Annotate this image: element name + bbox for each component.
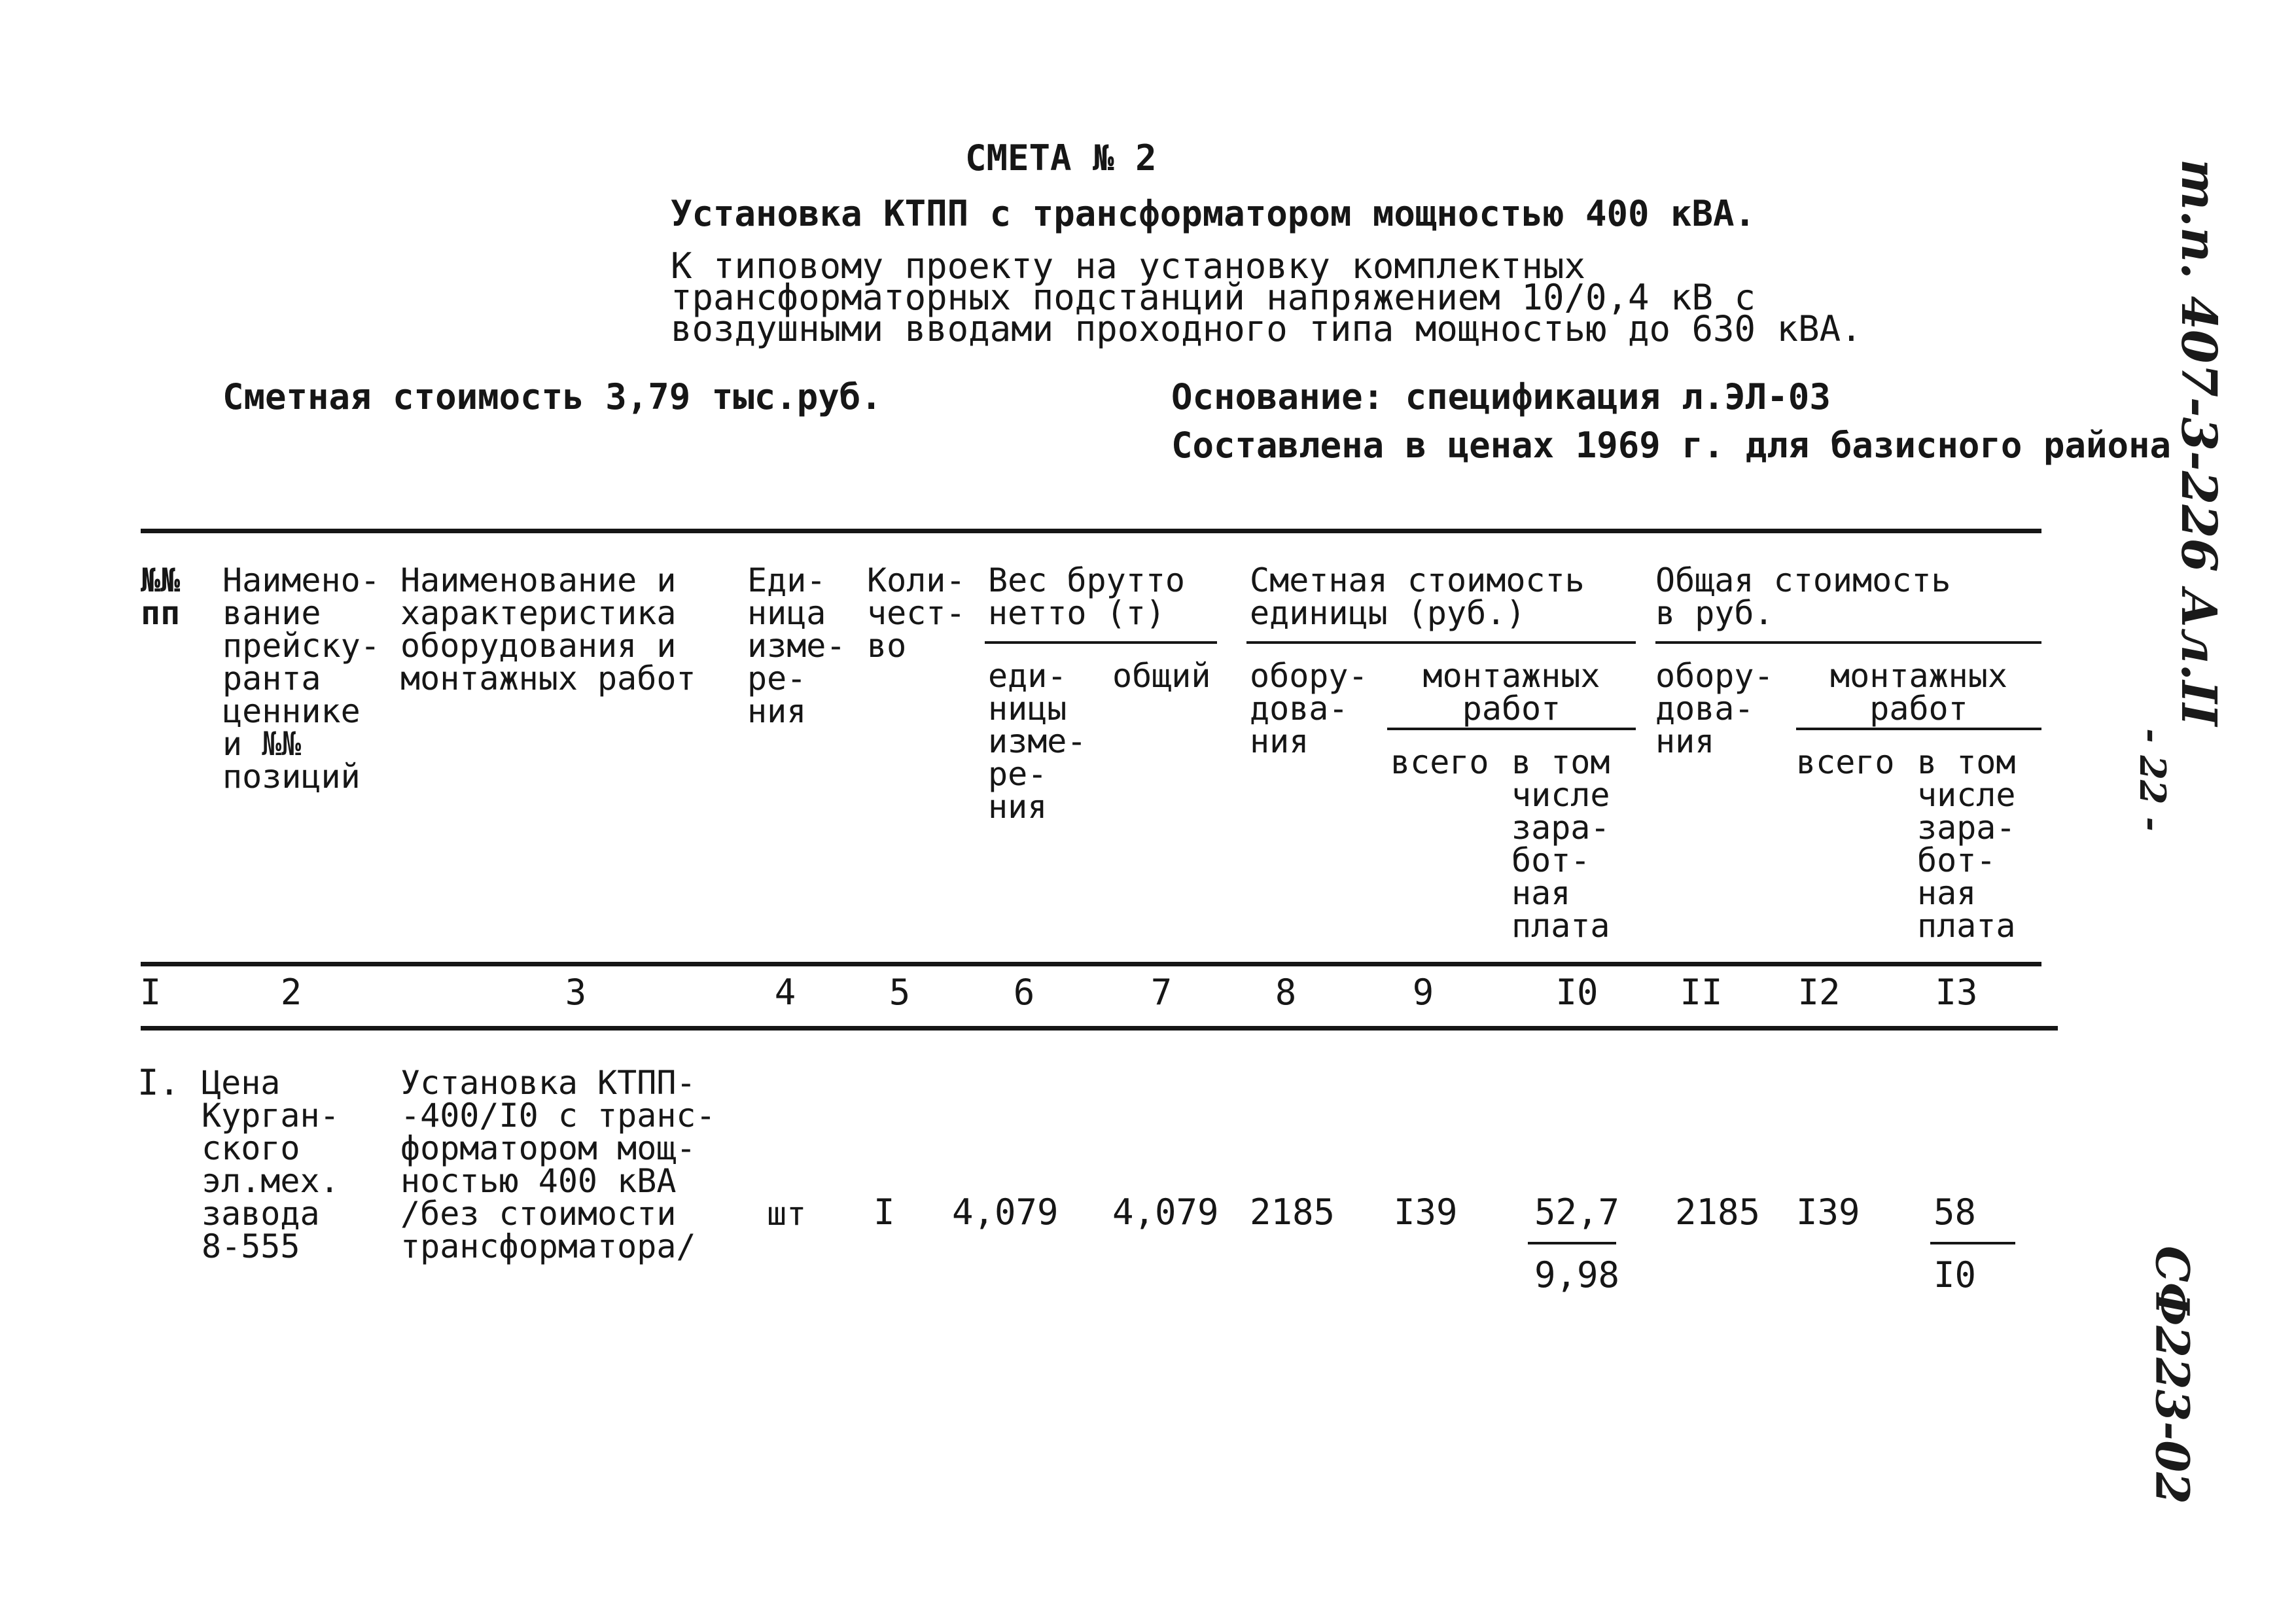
column-number-4: 4 xyxy=(774,972,796,1013)
unit-cost-group-rule xyxy=(1246,641,1636,644)
weight-group-rule xyxy=(985,641,1217,644)
total-cost-group-rule xyxy=(1655,641,2041,644)
project-reference-line-3: воздушными вводами проходного типа мощностью до 630 кВА. xyxy=(671,308,1862,349)
header-col-unit-mount-wage: в том числе зара- бот- ная плата xyxy=(1511,743,1610,945)
row-quantity: I xyxy=(874,1191,895,1233)
header-col-weight-unit: еди- ницы изме- ре- ния xyxy=(988,657,1087,826)
document-subtitle: Установка КТПП с трансформатором мощностью 400 кВА. xyxy=(671,193,1756,234)
page-number-annotation: - 22 - xyxy=(2132,728,2174,832)
header-unit-mount: монтажных работ xyxy=(1422,657,1600,728)
column-number-10: I0 xyxy=(1555,972,1598,1013)
header-weight-group: Вес брутто нетто (т) xyxy=(988,561,1186,632)
row-weight-total: 4,079 xyxy=(1112,1191,1219,1233)
row-unit: шт xyxy=(767,1195,807,1233)
header-col-weight-total: общий xyxy=(1112,657,1211,695)
project-reference-line-2: трансформаторных подстанций напряжением 10/0,4 кВ с xyxy=(671,277,1756,318)
header-col-description: Наименование и характеристика оборудования и монтажных работ xyxy=(400,561,696,697)
column-number-6: 6 xyxy=(1013,972,1035,1013)
header-col-pricelist: Наимено- вание прейску- ранта ценнике и №№ позиций xyxy=(222,561,380,796)
header-col-total-equipment: обору- дова- ния xyxy=(1655,657,1774,760)
column-number-5: 5 xyxy=(889,972,911,1013)
unit-wage-fraction-line xyxy=(1528,1242,1616,1244)
header-col-total-mount-wage: в том числе зара- бот- ная плата xyxy=(1917,743,2016,945)
column-number-12: I2 xyxy=(1797,972,1841,1013)
header-unit-cost-group: Сметная стоимость единицы (руб.) xyxy=(1250,561,1585,632)
column-number-11: II xyxy=(1680,972,1723,1013)
bottom-code-annotation: СФ223-02 xyxy=(2145,1246,2200,1504)
column-number-8: 8 xyxy=(1275,972,1297,1013)
project-code-annotation: т.п. 407-3-226 Ал.II xyxy=(2170,159,2227,726)
row-total-mount-total: I39 xyxy=(1796,1191,1860,1233)
header-col-quantity: Коли- чест- во xyxy=(867,561,966,665)
column-number-2: 2 xyxy=(280,972,302,1013)
column-number-1: I xyxy=(139,972,162,1013)
header-col-total-mount-total: всего xyxy=(1796,743,1895,781)
row-unit-equipment: 2185 xyxy=(1250,1191,1335,1233)
column-number-13: I3 xyxy=(1935,972,1978,1013)
compiled-note: Составлена в ценах 1969 г. для базисного района xyxy=(1171,425,2172,466)
total-mount-rule xyxy=(1796,728,2041,730)
column-number-rule xyxy=(141,1026,2058,1031)
row-total-mount-wage: 58 xyxy=(1934,1191,1977,1233)
unit-mount-rule xyxy=(1387,728,1636,730)
row-weight-unit: 4,079 xyxy=(952,1191,1059,1233)
project-reference-line-1: К типовому проекту на установку комплектных xyxy=(671,245,1585,287)
row-unit-mount-wage: 52,7 xyxy=(1534,1191,1619,1233)
basis-note: Основание: спецификация л.ЭЛ-03 xyxy=(1171,376,1831,417)
row-total-equipment: 2185 xyxy=(1675,1191,1761,1233)
column-number-7: 7 xyxy=(1150,972,1173,1013)
row-unit-mount-total: I39 xyxy=(1394,1191,1458,1233)
header-total-mount: монтажных работ xyxy=(1830,657,2007,728)
estimated-cost: Сметная стоимость 3,79 тыс.руб. xyxy=(222,376,882,417)
document-title: СМЕТА № 2 xyxy=(965,137,1157,179)
row-description: Установка КТПП- -400/I0 с транс- форматором мощ- ностью 400 кВА /без стоимости трансформатора/ xyxy=(400,1064,716,1265)
row-total-mount-wage-sub: I0 xyxy=(1934,1254,1977,1296)
column-number-3: 3 xyxy=(565,972,587,1013)
header-col-unit: Еди- ница изме- ре- ния xyxy=(747,561,846,730)
header-total-cost-group: Общая стоимость в руб. xyxy=(1655,561,1951,632)
table-top-rule xyxy=(141,529,2041,533)
row-number: I. xyxy=(137,1062,181,1103)
column-number-9: 9 xyxy=(1412,972,1434,1013)
row-pricelist: Цена Курган- ского эл.мех. завода 8-555 xyxy=(202,1064,340,1265)
header-col-unit-mount-total: всего xyxy=(1390,743,1489,781)
total-wage-fraction-line xyxy=(1930,1242,2015,1244)
header-bottom-rule xyxy=(141,962,2041,966)
header-col-unit-equipment: обору- дова- ния xyxy=(1250,657,1368,760)
row-unit-mount-wage-sub: 9,98 xyxy=(1534,1254,1619,1296)
header-col-number: №№ пп xyxy=(141,561,181,632)
